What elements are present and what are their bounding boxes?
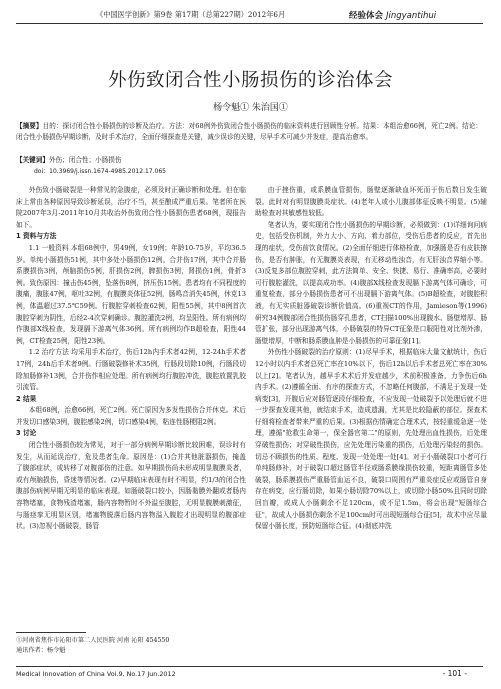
paragraph: 本组68例，治愈66例，死亡2例。死亡原因为多发性损伤合并休克。术后并发切口感染3例，腹腔感染2例，切口感染4例，粘连性肠梗阻2例。 xyxy=(16,406,246,426)
paragraph: 外伤性小肠破裂的治疗原则：(1)尽早手术，根据临床大量文献统计，伤后12小时以内手术者总死亡率在10%以下，伤后12h以后手术者总死亡率在30%以上[2]。笔者认为，越早手术术后并发症越少，术前积极准备，力争伤后6h内手术。(2)遵循全面、有序的探查方式，不忽略任何腹部，不满足于发现一处病变[3]，开腹后应对肠管逐段仔细检查，不应发现一处破裂予以处理后就不进一步探查发现其他，就结束手术，造成遗漏，尤其是比较隐蔽的部位。探查术仔细将检查者带来严重的后果。(3)根据伤情确定合理术式，按轻重缓急逐一处理，遵循"抢救生命第一，保全器官第二"的原则，先处理出血性损伤，后处理穿破性损伤；对穿破性损伤，应先处理污染重的损伤，后处理污染轻的损伤。切忌不顾损伤的性质、程度、发现一处处理一处[4]。对于小肠破裂口小者可行单纯肠修补，对于破裂口超过肠管半径或肠系膜缘损伤较重，短距离肠管多处破裂，肠系膜损伤严重肠管血运不良，破裂口周围有严重炎症反应或肠管自身存在病变，应行肠切除，如果小肠切除70%以上，或切除小肠50%且同时切除回盲瓣，或成人小肠剩余不足120cm，或不足1.5m，将会出现"短肠综合征"，故成人小肠损伤剩余不足100cm时可出现短肠综合征[5]，故术中应尽量保留小肠长度，预防短肠综合征。(4)彻底冲洗 xyxy=(255,348,487,531)
section-heading: 2 结果 xyxy=(16,394,37,403)
footer-journal: Medical Innovation of China Vol.9, No.17 Jun.2012 xyxy=(16,670,176,678)
footer-rule xyxy=(16,666,483,667)
footnote xyxy=(16,636,246,656)
paragraph: 由于挫伤重，或系膜血管损伤，肠壁逐渐缺血坏死而于伤后数日发生破裂。此时对有明显腹膜炎症状。(4)老年人或小儿腹部体征反映不明显。(5)辅助检查对其敏感性较低。 xyxy=(255,186,487,218)
right-column xyxy=(255,185,487,533)
doi: doi：10.3969/j.issn.1674-4985.2012.17.065 xyxy=(34,168,166,175)
keywords-text: 外伤；闭合性；小肠损伤 xyxy=(48,156,122,164)
header-rule xyxy=(16,23,483,24)
journal-citation: 《中国医学创新》第9卷 第17期（总第227期）2012年6月 xyxy=(96,10,286,19)
footnote-rule xyxy=(16,632,86,633)
section-en: Jingyantihui xyxy=(385,11,437,21)
left-column xyxy=(16,185,246,533)
authors: 杨令魁① 朱治国① xyxy=(213,103,288,113)
paragraph: 闭合性小肠损伤较为常见，对于一部分病例早期诊断比较困难，误诊时有发生，从而延误治疗，危及患者生命。原因是：(1)合并其他脏器损伤，掩盖了腹部症状，或转移了对腹部伤的注意。如早期损伤尚未形成明显腹膜炎者，或有颅脑损伤，昏迷等情况者。(2)早期临床表现有时不明显，约1/3的闭合性腹部伤病例早期无明显的临床表现。如肠破裂口较小，因肠黏膜外翻或者肠内容物堵塞，食物残渣堵塞，肠内容物暂时不外溢至腹腔，无明显腹膜刺激征，与肠痉挛无明显区别，堵塞物脱落后肠内容物溢入腹腔才出现明显的腹部症状。(3)忽视小肠破裂，肠管 xyxy=(16,441,246,531)
paragraph: 外伤致小肠破裂是一种常见的急腹症，必须及时正确诊断和处理。但在临床上常由各种原因导致诊断延误，治疗不当，甚至酿成严重后果。笔者所在医院2007年3月-2011年10月共收治外伤致闭合性小肠损伤患者68例，现报告如下。 xyxy=(16,186,246,229)
affiliation: ①河南省焦作市沁阳市第二人民医院 河南 沁阳 454550 xyxy=(16,637,170,644)
page-number: - 101 - xyxy=(442,669,467,678)
section-heading: 1 资料与方法 xyxy=(16,232,57,241)
paragraph: 1.2 治疗方法 均采用手术治疗，伤后12h内手术者42例，12-24h手术者17例，24h后手术者9例。行肠破裂修补术35例，行肠段切除10例，行肠段切除加肠修补13例，合并伤作相应处理。所有病例均行腹腔冲洗，腹腔放置乳胶引流管。 xyxy=(16,348,246,392)
corresponding-author: 通讯作者：杨令魁 xyxy=(16,647,66,654)
abstract xyxy=(16,121,482,143)
abstract-text: 目的：探讨闭合性小肠损伤的诊断及治疗。方法：对68例外伤致闭合性小肠损伤的临床资料进行回顾性分析。结果：本组治愈66例，死亡2例。结论：闭合性小肠损伤早期诊断，及时手术治疗，全面仔细探查是关键，减少误诊的关键，尽早手术可减少并发症，提高治愈率。 xyxy=(16,122,482,142)
section-heading: 3 讨论 xyxy=(16,429,37,438)
keywords-label: 【关键词】 xyxy=(16,156,49,164)
keywords xyxy=(16,154,122,164)
paragraph: 1.1 一般资料 本组68例中，男49例，女19例；年龄10-75岁，平均36.5岁。单纯小肠损伤51例，其中多处小肠损伤12例。合并伤17例，其中合并肠系膜损伤3例，颅脑损伤5例，肝损伤2例，脾损伤3例，肾损伤1例，骨折3例。致伤原因：撞击伤45例，坠落伤8例，挤压伤15例。患者均有不同程度的腹痛，腹胀47例，呕吐32例，有腹膜炎体征52例，肠鸣音消失45例，休克13例，体温超过37.5℃59例。行腹腔穿刺检查62例，阳性55例，其中8例首次腹腔穿刺为阴性，后经2-4次穿刺确诊。腹腔灌洗2例，均呈阳性。所有病例均作腹部X线检查，发现膈下游离气体36例。所有病例均作B超检查，阳性44例，CT检查25例，阳性23例。 xyxy=(16,243,246,345)
article-title: 外伤致闭合性小肠损伤的诊治体会 xyxy=(107,70,393,91)
section-cn: 经验体会 xyxy=(349,11,384,21)
running-header xyxy=(16,8,483,22)
section-label xyxy=(349,9,436,21)
paragraph: 笔者认为，要实现闭合性小肠损伤的早期诊断，必须做到：(1)详细询问病史，包括受伤机制，外力大小、方向、着力部位，受伤后患者的反应，首先出现的症状，受伤前饮食情况。(2)全面仔细进行体格检查，加强肠是否有皮肤擦伤，是否有肿胀，有无腹膜炎表现，有无移动性浊音，有无肝浊音界缩小等。(3)反复多部位腹腔穿刺，此方法简单、安全、快捷、易行、准确率高，必要时可行腹腔灌洗，以提高成功率。(4)腹部X线检查发现膈下游离气体可确诊，可重复检查，部分小肠损伤患者可不出现膈下游离气体。(5)B超检查，对腹腔积液，有无实质脏器破裂诊断价值高。(6)重视CT的作用，Jamieson等(1996)研究34例腹部闭合性损伤肠穿孔患者，CT扫描100%出现腹水、肠壁增厚、肠管扩张，部分出现游离气体，小肠破裂的特异CT征象是口服阳性对比剂外渗，肠壁增厚，中断和肠系膜血肿是小肠损伤的可靠征象[1]。 xyxy=(255,220,487,345)
abstract-label: 【摘要】 xyxy=(16,122,43,130)
